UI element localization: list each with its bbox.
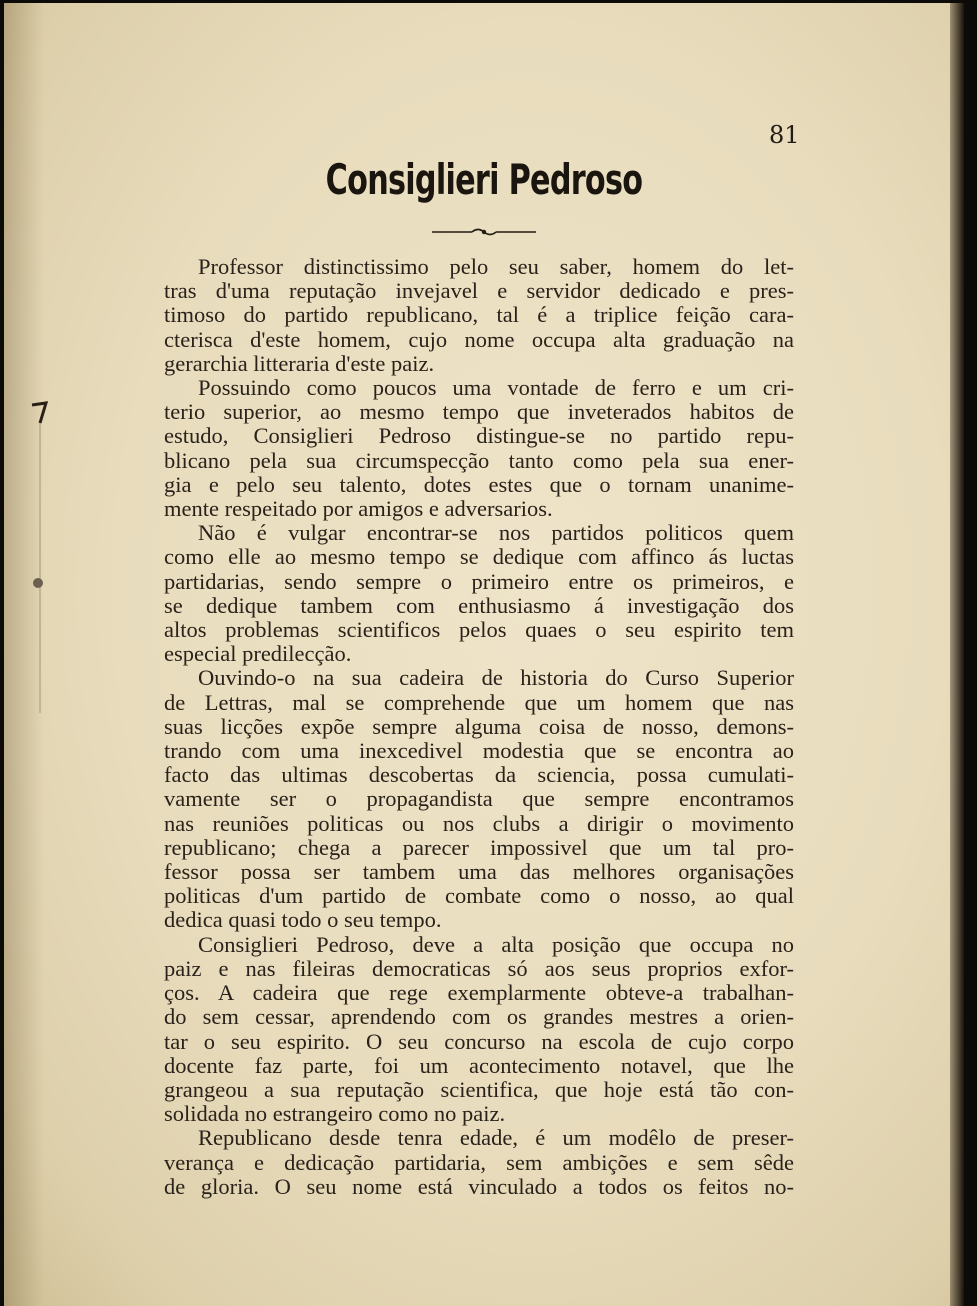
paragraph — [164, 666, 794, 932]
text-line: trando com uma inexcedivel modestia que se encontra ao — [164, 738, 794, 764]
paragraph — [164, 933, 794, 1127]
text-line: nas reuniões politicas ou nos clubs a dirigir o movimento — [164, 810, 794, 836]
text-line: gia e pelo seu talento, dotes estes que o tornam unanime- — [164, 471, 794, 497]
page-number: 81 — [769, 121, 800, 149]
article-body — [164, 255, 794, 1199]
text-line: especial predilecção. — [164, 641, 352, 667]
text-line: cterisca d'este homem, cujo nome occupa alta graduação na — [164, 326, 794, 352]
text-line: facto das ultimas descobertas da sciencia, possa cumulati- — [164, 762, 794, 788]
text-line: timoso do partido republicano, tal é a triplice feição cara- — [164, 302, 794, 328]
text-line: solidada no estrangeiro como no paiz. — [164, 1101, 506, 1127]
text-line: Possuindo como poucos uma vontade de ferro e um cri- — [198, 375, 794, 401]
text-line: mente respeitado por amigos e adversarios. — [164, 496, 553, 522]
text-line: ços. A cadeira que rege exemplarmente obteve-a trabalhan- — [164, 980, 794, 1006]
paragraph — [164, 255, 794, 376]
text-line: paiz e nas fileiras democraticas só aos seus proprios exfor- — [164, 955, 794, 981]
text-line: Ouvindo-o na sua cadeira de historia do Curso Superior — [198, 665, 794, 691]
text-line: como elle ao mesmo tempo se dedique com affinco ás luctas — [164, 544, 794, 570]
text-line: docente faz parte, foi um acontecimento notavel, que lhe — [164, 1052, 794, 1078]
text-line: gerarchia litteraria d'este paiz. — [164, 350, 435, 376]
text-line: grangeou a sua reputação scientifica, que hoje está tão con- — [164, 1076, 794, 1102]
text-line: partidarias, sendo sempre o primeiro entre os primeiros, e — [164, 568, 794, 594]
page-edge — [950, 3, 964, 1306]
text-line: tar o seu espirito. O seu concurso na escola de cujo corpo — [164, 1028, 794, 1054]
paragraph — [164, 521, 794, 666]
text-line: estudo, Consiglieri Pedroso distingue-se no partido repu- — [164, 423, 794, 449]
margin-ink-marks — [24, 383, 64, 723]
text-line: de gloria. O seu nome está vinculado a todos os feitos no- — [164, 1173, 794, 1199]
text-line: do sem cessar, aprendendo com os grandes mestres a orien- — [164, 1004, 794, 1030]
text-line: vamente ser o propagandista que sempre encontramos — [164, 786, 794, 812]
text-line: Não é vulgar encontrar-se nos partidos politicos quem — [198, 520, 794, 546]
text-line: blicano pela sua circumspecção tanto como pela sua ener- — [164, 447, 794, 473]
paragraph — [164, 376, 794, 521]
title-ornament — [432, 225, 536, 239]
book-page — [4, 3, 964, 1306]
text-line: terio superior, ao mesmo tempo que inveterados habitos de — [164, 399, 794, 425]
text-line: dedica quasi todo o seu tempo. — [164, 907, 442, 933]
text-line: se dedique tambem com enthusiasmo á investigação dos — [164, 592, 794, 618]
paragraph — [164, 1126, 794, 1199]
text-line: republicano; chega a parecer impossivel que um tal pro- — [164, 834, 794, 860]
text-line: Professor distinctissimo pelo seu saber, homem do let- — [198, 254, 794, 279]
text-line: Consiglieri Pedroso, deve a alta posição que occupa no — [198, 931, 794, 957]
text-line: politicas d'um partido de combate como o nosso, ao qual — [164, 883, 794, 909]
text-line: tras d'uma reputação invejavel e servidor dedicado e pres- — [164, 278, 794, 304]
text-line: Republicano desde tenra edade, é um modêlo de preser- — [198, 1125, 794, 1151]
text-line: verança e dedicação partidaria, sem ambições e sem sêde — [164, 1149, 794, 1175]
text-line: fessor possa ser tambem uma das melhores organisações — [164, 859, 794, 885]
text-line: suas licções expõe sempre alguma coisa de nosso, demons- — [164, 713, 794, 739]
text-line: altos problemas scientificos pelos quaes o seu espirito tem — [164, 617, 794, 643]
page-title: Consiglieri Pedroso — [325, 155, 643, 204]
text-line: de Lettras, mal se comprehende que um homem que nas — [164, 689, 794, 715]
